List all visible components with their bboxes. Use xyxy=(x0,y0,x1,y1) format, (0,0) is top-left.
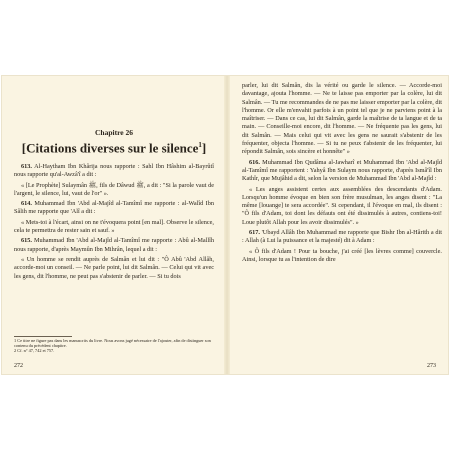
paragraph-text: parler, lui dit Salmân, dis la vérité ou garde le silence. — Accorde-moi davantage, ajouta l'homme. — Ne te laisse pas emporter par la colère, lui dit Salmân. — Tu me recommandes de ne pas me laisser emporter par la colère, dit l'homme. Or elle m'envahit parfois à un point tel que je ne parviens point à la maîtriser. — Dans ce cas, lui dit Salmân, garde la maîtrise de ta langue et de ta main. — Conseille-moi encore, dit l'homme. — Ne fréquente pas les gens, lui dit Salmân. — Mais celui qui vit avec les gens ne saurait s'abstenir de les fréquenter, objecta l'homme. — Si tu ne peux t'abstenir de les fréquenter, lui répondit Salmân, sois sincère et honnête" » xyxy=(242,82,442,156)
paragraph-text: 'Ubayd Allâh Ibn Muhammad me rapporte que Bishr Ibn al-Hârith a dit : Allah (à Lui la puissance et la majesté) dit à Adam : xyxy=(242,229,442,245)
hadith-number: 616. xyxy=(249,158,260,166)
paragraph xyxy=(242,229,442,246)
paragraph xyxy=(242,248,442,265)
paragraph-text: Muhammad Ibn Qudâma al-Jawharî et Muhammad Ibn 'Abd al-Majîd al-Tamîmî me rapportent : Yahyâ Ibn Sulaym nous rapporte, d'après Ismâ'îl Ibn Kathîr, que Mujâhid a dit, selon la version de Muhammad Ibn 'Abd al-Majîd : xyxy=(242,158,442,183)
right-page xyxy=(242,82,442,374)
chapter-title xyxy=(14,138,214,155)
paragraph-text: Muhammad Ibn 'Abd al-Majîd al-Tamîmî me rapporte : al-Walîd Ibn Sâlih me rapporte que 'Alî a dit : xyxy=(14,200,214,216)
paragraph-text: Muhammad Ibn 'Abd al-Majîd al-Tamîmî me rapporte : Abû al-Mallîh nous rapporte, d'après Maymûn Ibn Mihrân, lequel a dit : xyxy=(14,237,214,253)
hadith-number: 613. xyxy=(21,163,32,170)
paragraph-text: « [Le Prophète] Sulaymân ﷺ, fils de Dâwud ﷺ, a dit : "Si la parole vaut de l'argent, le silence, lui, vaut de l'or" ». xyxy=(14,181,214,197)
paragraph xyxy=(14,200,214,217)
chapter-title-close: ] xyxy=(201,140,207,156)
paragraph xyxy=(242,82,442,157)
footnote: 1 Ce titre ne figure pas dans les manuscrits du livre. Nous avons jugé nécessaire de l'ajouter, afin de distinguer son contenu du précédent chapitre. xyxy=(14,338,211,349)
chapter-title-text: [Citations diverses sur le silence xyxy=(21,140,199,156)
paragraph-text: « Ô fils d'Adam ! Pour ta bouche, j'ai créé [les lèvres comme] couvercle. Ainsi, lorsque tu as l'intention de dire xyxy=(242,247,442,263)
paragraph xyxy=(14,182,214,199)
footnote-ref: 1 xyxy=(198,141,202,149)
footnote-rule xyxy=(14,336,72,337)
book-gutter xyxy=(224,76,230,374)
paragraph-text: « Mets-toi à l'écart, ainsi on ne t'évoquera point [en mal]. Observe le silence, cela te permettra de rester sain et sauf. » xyxy=(14,218,214,235)
hadith-number: 615. xyxy=(21,237,32,245)
hadith-number: 614. xyxy=(21,200,32,208)
paragraph-text: « Un homme se rendit auprès de Salmân et lui dit : "Ô Abû 'Abd Allâh, accorde-moi un conseil. — Ne parle point, lui dit Salmân. — Celui qui vit avec les gens, dit l'homme, ne peut pas s'abstenir de parler. — Si tu dois xyxy=(14,255,214,280)
paragraph xyxy=(14,237,214,254)
right-body-text xyxy=(242,82,442,266)
paragraph-text: « Les anges assistent certes aux assemblées des descendants d'Adam. Lorsqu'un homme évoque en bien son frère musulman, les anges disent : "La même [louange] te sera accordée". Si cependant, il l'évoque en mal, ils disent : "Ô fils d'Adam, toi dont les défauts ont été dissimulés à autres, contiens-toi! Loue plutôt Allah pour les avoir dissimulés". » xyxy=(242,185,442,226)
paragraph xyxy=(14,256,214,281)
footnote: 2 Cf. n° 47, 742 et 757. xyxy=(14,348,55,354)
hadith-number: 617. xyxy=(249,229,260,237)
paragraph xyxy=(14,163,214,180)
left-page xyxy=(14,82,214,374)
chapter-number: Chapitre 26 xyxy=(95,128,133,137)
page-number-right: 273 xyxy=(427,363,436,369)
left-body-text xyxy=(14,163,214,283)
paragraph xyxy=(242,159,442,184)
footnotes xyxy=(14,338,214,354)
paragraph xyxy=(242,186,442,227)
paragraph-text: Al-Haytham Ibn Khârija nous rapporte : Sahl Ibn Hâshim al-Bayrûtî nous rapporte qu'al-Awzâ'î a dit : xyxy=(14,163,214,179)
page-number-left: 272 xyxy=(14,363,23,369)
paragraph xyxy=(14,219,214,236)
book-spread xyxy=(2,76,448,374)
